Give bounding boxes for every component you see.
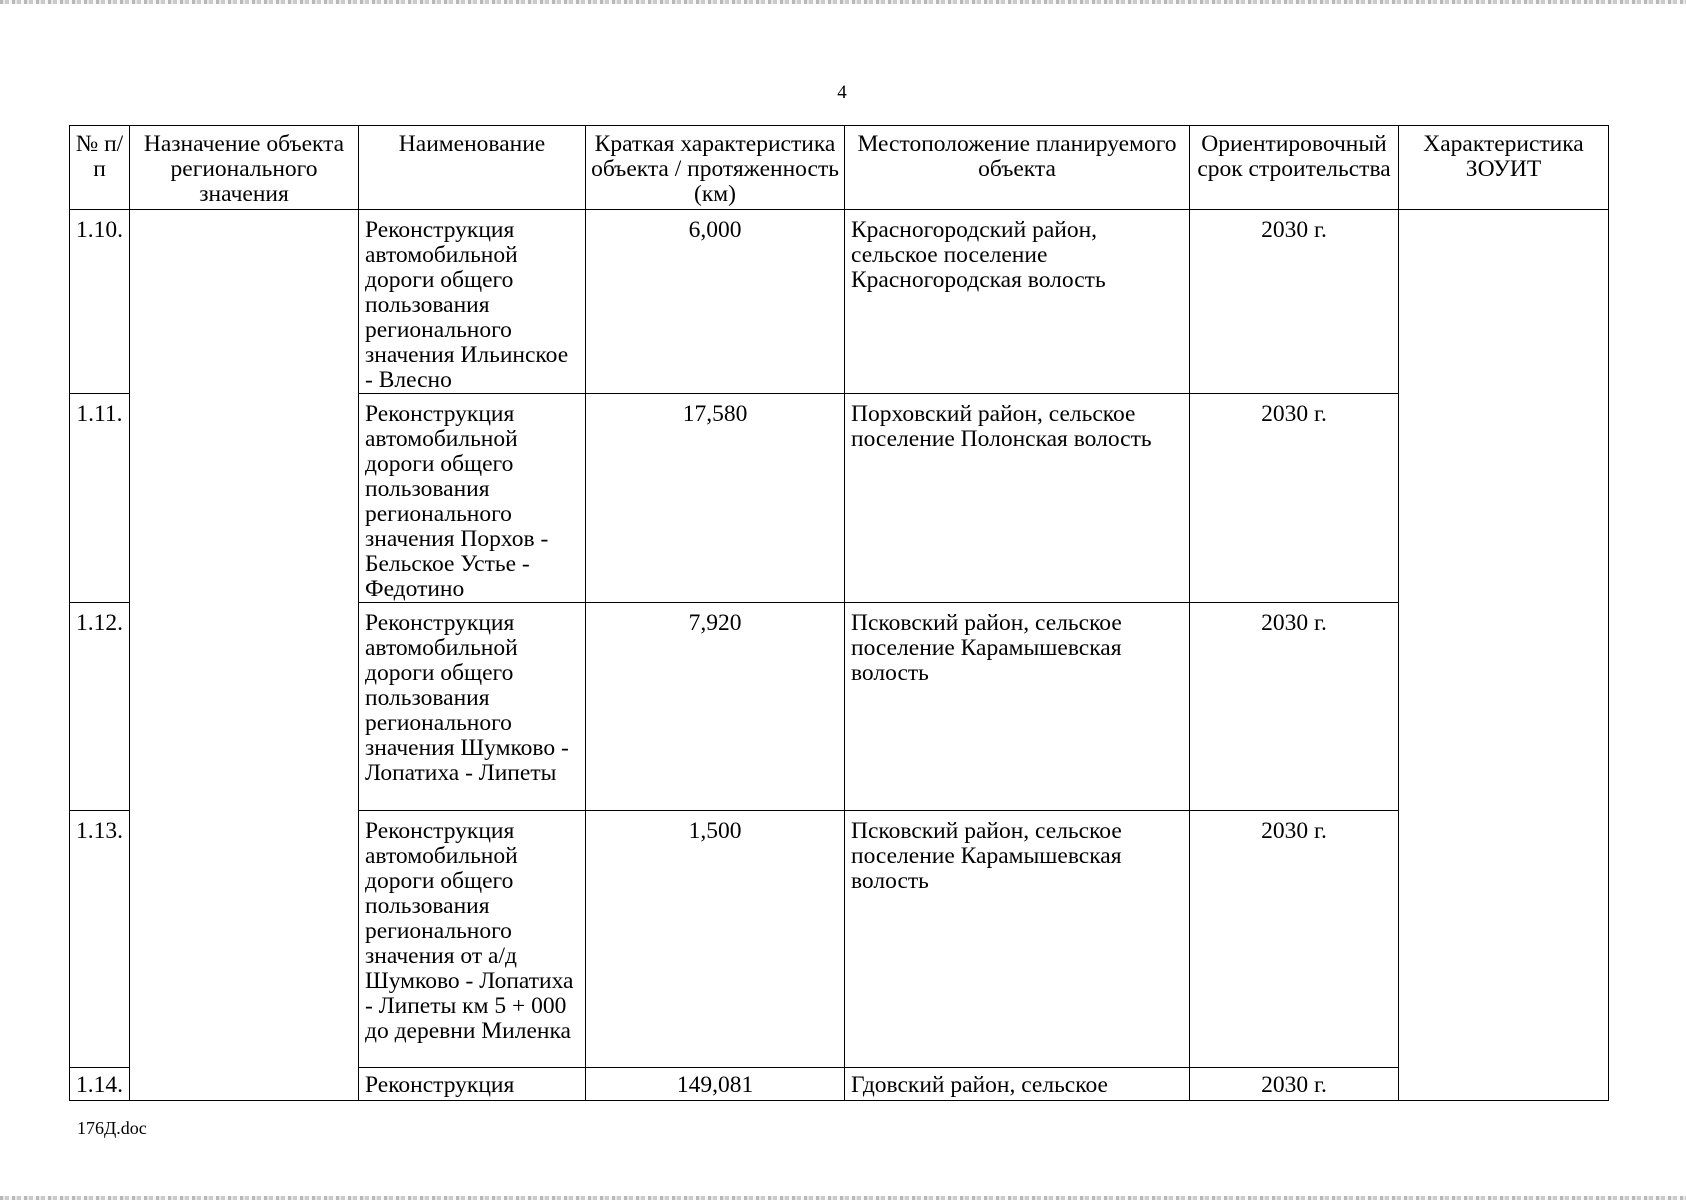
construction-term: 2030 г. xyxy=(1190,210,1399,394)
object-name: Реконструкция автомобильной дороги общего пользования регионального значения Шумково - Лопатиха - Липеты xyxy=(359,603,586,811)
construction-term: 2030 г. xyxy=(1190,603,1399,811)
header-purpose: Назначение объекта регионального значения xyxy=(130,126,359,210)
object-name: Реконструкция автомобильной дороги общего пользования регионального значения Ильинское - Влесно xyxy=(359,210,586,394)
object-location: Псковский район, сельское поселение Карамышевская волость xyxy=(845,811,1190,1068)
header-characteristic: Краткая характеристика объекта / протяженность (км) xyxy=(586,126,845,210)
header-term: Ориентировочный срок строительства xyxy=(1190,126,1399,210)
header-zouit: Характеристика ЗОУИТ xyxy=(1399,126,1609,210)
table-row xyxy=(70,210,1609,394)
scan-edge-bottom xyxy=(0,1196,1686,1200)
purpose-cell xyxy=(130,210,359,1101)
zouit-cell xyxy=(1399,210,1609,1101)
construction-term: 2030 г. xyxy=(1190,394,1399,603)
object-location: Псковский район, сельское поселение Карамышевская волость xyxy=(845,603,1190,811)
construction-term: 2030 г. xyxy=(1190,811,1399,1068)
object-length: 7,920 xyxy=(586,603,845,811)
row-number: 1.11. xyxy=(70,394,130,603)
object-length: 17,580 xyxy=(586,394,845,603)
regional-objects-table xyxy=(69,125,1609,1101)
object-length: 1,500 xyxy=(586,811,845,1068)
row-number: 1.14. xyxy=(70,1068,130,1101)
page-number: 4 xyxy=(837,82,847,103)
object-length: 6,000 xyxy=(586,210,845,394)
header-location: Местоположение планируемого объекта xyxy=(845,126,1190,210)
row-number: 1.13. xyxy=(70,811,130,1068)
scan-edge-top xyxy=(0,0,1686,4)
header-number: № п/п xyxy=(70,126,130,210)
row-number: 1.10. xyxy=(70,210,130,394)
object-location: Красногородский район, сельское поселение Красногородская волость xyxy=(845,210,1190,394)
document-filename: 176Д.doc xyxy=(77,1118,147,1138)
object-name: Реконструкция автомобильной дороги общего пользования регионального значения Порхов - Бельское Устье - Федотино xyxy=(359,394,586,603)
construction-term: 2030 г. xyxy=(1190,1068,1399,1101)
object-name: Реконструкция xyxy=(359,1068,586,1101)
table-header-row xyxy=(70,126,1609,210)
object-location: Порховский район, сельское поселение Полонская волость xyxy=(845,394,1190,603)
object-length: 149,081 xyxy=(586,1068,845,1101)
row-number: 1.12. xyxy=(70,603,130,811)
object-name: Реконструкция автомобильной дороги общего пользования регионального значения от а/д Шумково - Лопатиха - Липеты км 5 + 000 до деревни Миленка xyxy=(359,811,586,1068)
object-location: Гдовский район, сельское xyxy=(845,1068,1190,1101)
header-name: Наименование xyxy=(359,126,586,210)
